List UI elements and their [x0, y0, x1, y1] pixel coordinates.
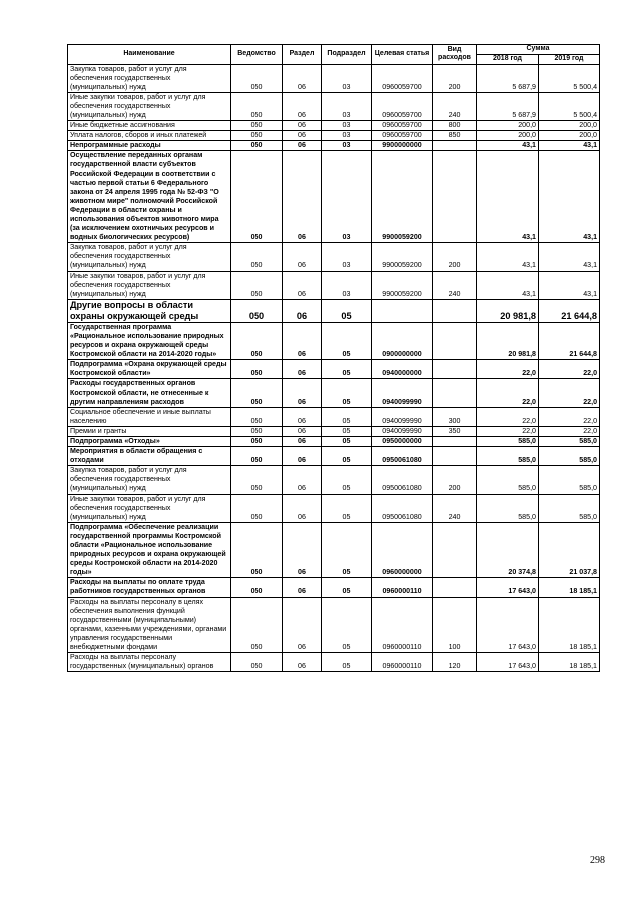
- row-expense-type: [433, 379, 477, 407]
- row-sum-2018: 20 981,8: [477, 299, 539, 322]
- row-expense-type: 800: [433, 121, 477, 131]
- row-sum-2019: 585,0: [539, 466, 600, 494]
- row-sum-2019: 43,1: [539, 141, 600, 151]
- header-2019: 2019 год: [539, 54, 600, 64]
- row-dept: 050: [231, 299, 283, 322]
- row-target: 0950061080: [372, 494, 433, 522]
- row-name: Подпрограмма «Отходы»: [68, 436, 231, 446]
- row-subsection: 05: [322, 447, 372, 466]
- row-section: 06: [283, 121, 322, 131]
- row-expense-type: [433, 436, 477, 446]
- row-dept: 050: [231, 578, 283, 597]
- row-dept: 050: [231, 379, 283, 407]
- row-target: 0950061080: [372, 447, 433, 466]
- row-expense-type: 350: [433, 426, 477, 436]
- row-name: Иные закупки товаров, работ и услуг для обеспечения государственных (муниципальных) нужд: [68, 494, 231, 522]
- row-subsection: 05: [322, 436, 372, 446]
- row-subsection: 05: [322, 360, 372, 379]
- row-name: Закупка товаров, работ и услуг для обеспечения государственных (муниципальных) нужд: [68, 64, 231, 92]
- row-section: 06: [283, 653, 322, 672]
- row-sum-2018: 585,0: [477, 447, 539, 466]
- row-section: 06: [283, 141, 322, 151]
- row-subsection: 03: [322, 141, 372, 151]
- row-expense-type: [433, 151, 477, 243]
- table-row: [68, 436, 600, 446]
- row-dept: 050: [231, 447, 283, 466]
- row-target: 0960059700: [372, 64, 433, 92]
- row-sum-2019: 200,0: [539, 131, 600, 141]
- row-section: 06: [283, 92, 322, 120]
- table-row: [68, 271, 600, 299]
- row-name: Социальное обеспечение и иные выплаты населению: [68, 407, 231, 426]
- row-section: 06: [283, 578, 322, 597]
- row-sum-2019: 200,0: [539, 121, 600, 131]
- row-dept: 050: [231, 322, 283, 359]
- row-name: Иные закупки товаров, работ и услуг для обеспечения государственных (муниципальных) нужд: [68, 271, 231, 299]
- row-dept: 050: [231, 597, 283, 653]
- row-name: Уплата налогов, сборов и иных платежей: [68, 131, 231, 141]
- row-dept: 050: [231, 426, 283, 436]
- row-name: Подпрограмма «Охрана окружающей среды Костромской области»: [68, 360, 231, 379]
- row-target: 0960000110: [372, 597, 433, 653]
- row-dept: 050: [231, 131, 283, 141]
- table-row: [68, 92, 600, 120]
- row-subsection: 03: [322, 243, 372, 271]
- row-sum-2019: 43,1: [539, 271, 600, 299]
- table-row: [68, 360, 600, 379]
- row-section: 06: [283, 522, 322, 578]
- row-expense-type: 240: [433, 92, 477, 120]
- row-subsection: 05: [322, 494, 372, 522]
- row-sum-2019: 22,0: [539, 360, 600, 379]
- row-target: 0940099990: [372, 407, 433, 426]
- row-target: 0960059700: [372, 131, 433, 141]
- row-section: 06: [283, 243, 322, 271]
- row-sum-2019: 585,0: [539, 436, 600, 446]
- table-row: [68, 466, 600, 494]
- budget-table: [67, 44, 600, 672]
- row-section: 06: [283, 299, 322, 322]
- row-subsection: 05: [322, 322, 372, 359]
- table-header: [68, 45, 600, 65]
- row-section: 06: [283, 494, 322, 522]
- table-row: [68, 578, 600, 597]
- row-section: 06: [283, 426, 322, 436]
- row-expense-type: 300: [433, 407, 477, 426]
- row-expense-type: [433, 360, 477, 379]
- row-expense-type: 240: [433, 494, 477, 522]
- row-dept: 050: [231, 64, 283, 92]
- row-subsection: 05: [322, 653, 372, 672]
- row-dept: 050: [231, 141, 283, 151]
- row-sum-2019: 21 644,8: [539, 322, 600, 359]
- row-target: 9900059200: [372, 243, 433, 271]
- row-dept: 050: [231, 243, 283, 271]
- row-sum-2018: 585,0: [477, 494, 539, 522]
- row-subsection: 05: [322, 299, 372, 322]
- row-subsection: 05: [322, 578, 372, 597]
- row-dept: 050: [231, 121, 283, 131]
- row-sum-2019: 43,1: [539, 151, 600, 243]
- row-name: Подпрограмма «Обеспечение реализации государственной программы Костромской области «Рациональное использование природных ресурсов и охрана окружающей среды Костромской области на 2014-2020 годы»: [68, 522, 231, 578]
- table-row: [68, 121, 600, 131]
- table-row: [68, 522, 600, 578]
- row-name: Иные закупки товаров, работ и услуг для обеспечения государственных (муниципальных) нужд: [68, 92, 231, 120]
- row-section: 06: [283, 360, 322, 379]
- row-target: 0960059700: [372, 121, 433, 131]
- row-target: [372, 299, 433, 322]
- row-dept: 050: [231, 360, 283, 379]
- row-expense-type: 850: [433, 131, 477, 141]
- header-name: Наименование: [68, 45, 231, 65]
- row-sum-2018: 200,0: [477, 121, 539, 131]
- row-sum-2018: 43,1: [477, 151, 539, 243]
- row-sum-2019: 43,1: [539, 243, 600, 271]
- row-sum-2019: 585,0: [539, 447, 600, 466]
- row-sum-2018: 20 981,8: [477, 322, 539, 359]
- header-target: Целевая статья: [372, 45, 433, 65]
- row-sum-2018: 5 687,9: [477, 64, 539, 92]
- row-expense-type: 120: [433, 653, 477, 672]
- table-body: [68, 64, 600, 672]
- row-sum-2018: 22,0: [477, 407, 539, 426]
- table-row: [68, 322, 600, 359]
- row-target: 0900000000: [372, 322, 433, 359]
- table-row: [68, 379, 600, 407]
- table-row: [68, 426, 600, 436]
- row-section: 06: [283, 322, 322, 359]
- table-row: [68, 243, 600, 271]
- row-name: Расходы на выплаты персоналу в целях обеспечения выполнения функций государственными (муниципальными) органами, казенными учреждениями, органами управления государственными внебюджетными фондами: [68, 597, 231, 653]
- row-dept: 050: [231, 653, 283, 672]
- row-sum-2018: 585,0: [477, 436, 539, 446]
- row-section: 06: [283, 379, 322, 407]
- row-name: Расходы на выплаты персоналу государственных (муниципальных) органов: [68, 653, 231, 672]
- row-expense-type: [433, 299, 477, 322]
- row-dept: 050: [231, 436, 283, 446]
- row-sum-2019: 22,0: [539, 379, 600, 407]
- page-number: 298: [590, 855, 605, 866]
- row-sum-2019: 18 185,1: [539, 653, 600, 672]
- row-sum-2019: 5 500,4: [539, 92, 600, 120]
- row-name: Премии и гранты: [68, 426, 231, 436]
- row-subsection: 03: [322, 151, 372, 243]
- row-name: Расходы государственных органов Костромской области, не отнесенные к другим направлениям расходов: [68, 379, 231, 407]
- row-expense-type: 240: [433, 271, 477, 299]
- table-row: [68, 131, 600, 141]
- row-sum-2018: 20 374,8: [477, 522, 539, 578]
- table-row: [68, 597, 600, 653]
- row-section: 06: [283, 151, 322, 243]
- row-sum-2018: 5 687,9: [477, 92, 539, 120]
- row-target: 0950061080: [372, 466, 433, 494]
- row-sum-2018: 17 643,0: [477, 597, 539, 653]
- row-sum-2019: 21 037,8: [539, 522, 600, 578]
- row-sum-2019: 5 500,4: [539, 64, 600, 92]
- row-subsection: 05: [322, 426, 372, 436]
- row-sum-2019: 18 185,1: [539, 597, 600, 653]
- row-expense-type: [433, 447, 477, 466]
- row-sum-2018: 585,0: [477, 466, 539, 494]
- table-row: [68, 151, 600, 243]
- row-sum-2019: 22,0: [539, 407, 600, 426]
- header-expense-type: Вид расходов: [433, 45, 477, 65]
- row-sum-2018: 43,1: [477, 141, 539, 151]
- row-dept: 050: [231, 151, 283, 243]
- table-row: [68, 447, 600, 466]
- row-sum-2018: 22,0: [477, 360, 539, 379]
- row-name: Расходы на выплаты по оплате труда работников государственных органов: [68, 578, 231, 597]
- row-expense-type: [433, 578, 477, 597]
- row-section: 06: [283, 436, 322, 446]
- row-name: Иные бюджетные ассигнования: [68, 121, 231, 131]
- row-section: 06: [283, 64, 322, 92]
- row-sum-2019: 21 644,8: [539, 299, 600, 322]
- row-subsection: 05: [322, 466, 372, 494]
- row-subsection: 05: [322, 407, 372, 426]
- row-target: 0960059700: [372, 92, 433, 120]
- row-target: 0940099990: [372, 379, 433, 407]
- row-expense-type: 100: [433, 597, 477, 653]
- header-section: Раздел: [283, 45, 322, 65]
- row-expense-type: 200: [433, 64, 477, 92]
- row-sum-2018: 43,1: [477, 271, 539, 299]
- row-dept: 050: [231, 494, 283, 522]
- row-name: Мероприятия в области обращения с отходами: [68, 447, 231, 466]
- row-sum-2018: 22,0: [477, 426, 539, 436]
- row-name: Осуществление переданных органам государственной власти субъектов Российской Федерации в соответствии с частью первой статьи 6 Федерального закона от 24 апреля 1995 года № 52-ФЗ "О животном мире" полномочий Российской Федерации в области охраны и использования объектов животного мира (за исключением охотничьих ресурсов и водных биологических ресурсов): [68, 151, 231, 243]
- header-dept: Ведомство: [231, 45, 283, 65]
- table-row: [68, 494, 600, 522]
- row-name: Закупка товаров, работ и услуг для обеспечения государственных (муниципальных) нужд: [68, 466, 231, 494]
- table-row: [68, 299, 600, 322]
- row-subsection: 03: [322, 131, 372, 141]
- row-dept: 050: [231, 271, 283, 299]
- row-target: 9900059200: [372, 271, 433, 299]
- row-sum-2018: 43,1: [477, 243, 539, 271]
- table-row: [68, 141, 600, 151]
- row-expense-type: [433, 141, 477, 151]
- row-sum-2018: 17 643,0: [477, 653, 539, 672]
- table-row: [68, 64, 600, 92]
- row-expense-type: [433, 322, 477, 359]
- row-sum-2019: 22,0: [539, 426, 600, 436]
- row-target: 0940099990: [372, 426, 433, 436]
- row-sum-2019: 18 185,1: [539, 578, 600, 597]
- row-name: Закупка товаров, работ и услуг для обеспечения государственных (муниципальных) нужд: [68, 243, 231, 271]
- row-sum-2019: 585,0: [539, 494, 600, 522]
- row-subsection: 03: [322, 121, 372, 131]
- header-subsection: Подраздел: [322, 45, 372, 65]
- row-section: 06: [283, 407, 322, 426]
- row-section: 06: [283, 597, 322, 653]
- row-subsection: 05: [322, 379, 372, 407]
- row-target: 0960000110: [372, 578, 433, 597]
- row-section: 06: [283, 466, 322, 494]
- header-2018: 2018 год: [477, 54, 539, 64]
- row-expense-type: [433, 522, 477, 578]
- row-name: Государственная программа «Рациональное использование природных ресурсов и охрана окружающей среды Костромской области на 2014-2020 годы»: [68, 322, 231, 359]
- row-target: 0950000000: [372, 436, 433, 446]
- row-name: Другие вопросы в области охраны окружающей среды: [68, 299, 231, 322]
- row-target: 0940000000: [372, 360, 433, 379]
- table-row: [68, 653, 600, 672]
- row-subsection: 05: [322, 597, 372, 653]
- row-target: 0960000110: [372, 653, 433, 672]
- table-row: [68, 407, 600, 426]
- header-sum: Сумма: [477, 45, 600, 55]
- row-section: 06: [283, 271, 322, 299]
- row-sum-2018: 200,0: [477, 131, 539, 141]
- row-subsection: 05: [322, 522, 372, 578]
- row-target: 9900059200: [372, 151, 433, 243]
- row-subsection: 03: [322, 92, 372, 120]
- row-dept: 050: [231, 466, 283, 494]
- row-sum-2018: 17 643,0: [477, 578, 539, 597]
- row-subsection: 03: [322, 64, 372, 92]
- row-dept: 050: [231, 407, 283, 426]
- row-target: 0960000000: [372, 522, 433, 578]
- row-name: Непрограммные расходы: [68, 141, 231, 151]
- row-expense-type: 200: [433, 466, 477, 494]
- row-section: 06: [283, 131, 322, 141]
- row-section: 06: [283, 447, 322, 466]
- row-expense-type: 200: [433, 243, 477, 271]
- row-dept: 050: [231, 522, 283, 578]
- row-target: 9900000000: [372, 141, 433, 151]
- row-sum-2018: 22,0: [477, 379, 539, 407]
- row-dept: 050: [231, 92, 283, 120]
- row-subsection: 03: [322, 271, 372, 299]
